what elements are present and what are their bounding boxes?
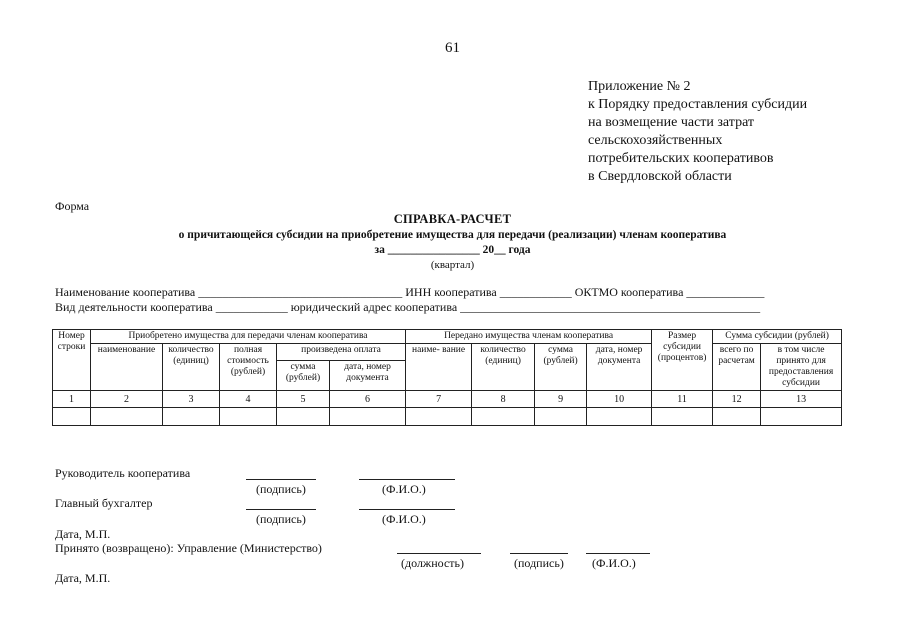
fio-hint: (Ф.И.О.) bbox=[382, 482, 426, 496]
column-number: 6 bbox=[330, 391, 406, 408]
header-subsidy-size: Размер субсидии (процентов) bbox=[652, 330, 713, 391]
column-number: 3 bbox=[163, 391, 220, 408]
table-cell[interactable] bbox=[406, 408, 472, 426]
accountant-signature-line[interactable] bbox=[246, 509, 316, 510]
table-cell[interactable] bbox=[53, 408, 91, 426]
signature-hint: (подпись) bbox=[514, 556, 564, 570]
appendix-line: потребительских кооперативов bbox=[588, 151, 774, 166]
accountant-fio-line[interactable] bbox=[359, 509, 455, 510]
accountant-label: Главный бухгалтер bbox=[55, 496, 153, 510]
accepted-fio-line[interactable] bbox=[586, 553, 650, 554]
header-acq-paid-doc: дата, номер документа bbox=[330, 360, 406, 390]
table-cell[interactable] bbox=[472, 408, 535, 426]
period-line: за ________________ 20__ года bbox=[374, 244, 531, 256]
accepted-label: Принято (возвращено): Управление (Министерство) bbox=[55, 541, 322, 555]
header-tr-qty: количество (единиц) bbox=[472, 344, 535, 391]
header-transferred-group: Передано имущества членам кооператива bbox=[406, 330, 652, 344]
signature-hint: (подпись) bbox=[256, 512, 306, 526]
fio-hint: (Ф.И.О.) bbox=[592, 556, 636, 570]
appendix-block bbox=[588, 78, 807, 186]
header-sub-granted: в том числе принято для предоставления субсидии bbox=[761, 344, 842, 391]
head-fio-line[interactable] bbox=[359, 479, 455, 480]
column-number-row bbox=[53, 391, 842, 408]
column-number: 12 bbox=[713, 391, 761, 408]
appendix-line: сельскохозяйственных bbox=[588, 133, 723, 148]
signature-hint: (подпись) bbox=[256, 482, 306, 496]
table-cell[interactable] bbox=[220, 408, 277, 426]
cooperative-activity-line: Вид деятельности кооператива ____________ юридический адрес кооператива __________________________________________________ bbox=[55, 300, 761, 314]
accepted-signature-line[interactable] bbox=[510, 553, 568, 554]
column-number: 5 bbox=[277, 391, 330, 408]
appendix-line: к Порядку предоставления субсидии bbox=[588, 97, 808, 112]
header-acq-paid: произведена оплата bbox=[277, 344, 406, 361]
date-stamp-label: Дата, М.П. bbox=[55, 571, 111, 585]
appendix-line: на возмещение части затрат bbox=[588, 115, 755, 130]
table-cell[interactable] bbox=[761, 408, 842, 426]
header-sub-total: всего по расчетам bbox=[713, 344, 761, 391]
table-cell[interactable] bbox=[330, 408, 406, 426]
cooperative-info-line: Наименование кооператива __________________________________ ИНН кооператива ____________ ОКТМО кооператива _____________ bbox=[55, 285, 765, 299]
header-subsidy-group: Сумма субсидии (рублей) bbox=[713, 330, 842, 344]
form-label: Форма bbox=[55, 199, 90, 213]
position-line[interactable] bbox=[397, 553, 481, 554]
column-number: 11 bbox=[652, 391, 713, 408]
column-number: 9 bbox=[535, 391, 587, 408]
header-acquired-group: Приобретено имущества для передачи членам кооператива bbox=[91, 330, 406, 344]
column-number: 1 bbox=[53, 391, 91, 408]
appendix-line: Приложение № 2 bbox=[588, 79, 691, 94]
date-stamp-label: Дата, М.П. bbox=[55, 527, 111, 541]
position-hint: (должность) bbox=[401, 556, 464, 570]
header-tr-doc: дата, номер документа bbox=[587, 344, 652, 391]
table-cell[interactable] bbox=[277, 408, 330, 426]
header-acq-name: наименование bbox=[91, 344, 163, 391]
column-number: 8 bbox=[472, 391, 535, 408]
table-cell[interactable] bbox=[713, 408, 761, 426]
table-cell[interactable] bbox=[652, 408, 713, 426]
table-cell[interactable] bbox=[587, 408, 652, 426]
column-number: 7 bbox=[406, 391, 472, 408]
head-signature-line[interactable] bbox=[246, 479, 316, 480]
column-number: 2 bbox=[91, 391, 163, 408]
page-number: 61 bbox=[445, 40, 460, 56]
header-tr-sum: сумма (рублей) bbox=[535, 344, 587, 391]
table-cell[interactable] bbox=[91, 408, 163, 426]
header-tr-name: наиме- вание bbox=[406, 344, 472, 391]
header-acq-qty: количество (единиц) bbox=[163, 344, 220, 391]
document-title: СПРАВКА-РАСЧЕТ bbox=[393, 212, 512, 226]
column-number: 10 bbox=[587, 391, 652, 408]
header-row-number: Номер строки bbox=[53, 330, 91, 391]
header-acq-cost: полная стоимость (рублей) bbox=[220, 344, 277, 391]
table-cell[interactable] bbox=[163, 408, 220, 426]
column-number: 4 bbox=[220, 391, 277, 408]
fio-hint: (Ф.И.О.) bbox=[382, 512, 426, 526]
appendix-line: в Свердловской области bbox=[588, 169, 732, 184]
blank-data-row bbox=[53, 408, 842, 426]
column-number: 13 bbox=[761, 391, 842, 408]
calculation-table bbox=[52, 329, 842, 426]
table-cell[interactable] bbox=[535, 408, 587, 426]
header-acq-paid-sum: сумма (рублей) bbox=[277, 360, 330, 390]
document-subtitle: о причитающейся субсидии на приобретение имущества для передачи (реализации) членам кооператива bbox=[178, 229, 727, 241]
period-note: (квартал) bbox=[430, 259, 475, 271]
head-label: Руководитель кооператива bbox=[55, 466, 191, 480]
